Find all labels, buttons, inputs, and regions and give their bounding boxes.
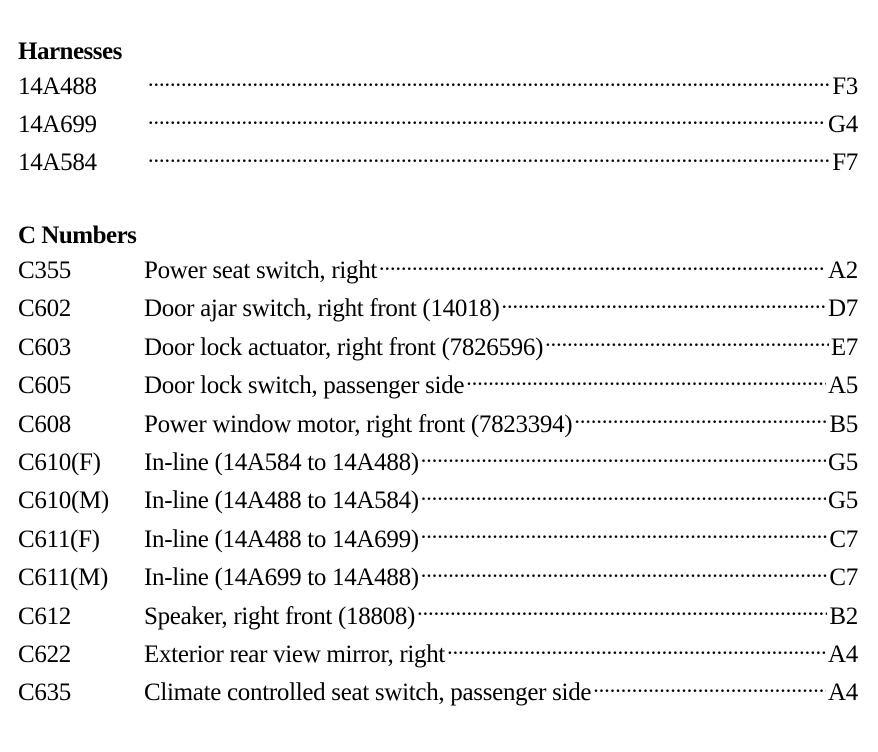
connector-code: C622	[18, 640, 71, 668]
grid-location: C7	[829, 564, 858, 592]
grid-location: A2	[828, 257, 858, 284]
connector-description: Power seat switch, right	[144, 257, 378, 284]
connector-description: In-line (14A584 to 14A488)	[144, 448, 419, 476]
dot-leader	[545, 330, 829, 355]
connector-code: C608	[18, 410, 71, 438]
connector-row	[18, 367, 858, 405]
grid-location: B5	[829, 410, 858, 438]
dot-leader	[593, 675, 826, 700]
connector-description: Door lock actuator, right front (7826596)	[144, 333, 544, 361]
harness-row	[18, 68, 858, 106]
connector-row	[18, 636, 858, 674]
connector-row	[18, 521, 858, 559]
connector-code: C611(F)	[18, 525, 100, 553]
connector-description: Door ajar switch, right front (14018)	[144, 295, 500, 323]
connector-code: C605	[18, 372, 71, 400]
connector-code: C635	[18, 679, 71, 707]
connector-row	[18, 290, 858, 328]
grid-location: G5	[828, 487, 858, 515]
dot-leader	[148, 145, 830, 170]
section-spacer	[18, 182, 858, 220]
harness-code: 14A488	[18, 73, 97, 100]
connector-description: Speaker, right front (18808)	[144, 602, 416, 630]
connector-row	[18, 406, 858, 444]
dot-leader	[148, 107, 826, 132]
dot-leader	[421, 445, 826, 470]
dot-leader	[148, 69, 830, 94]
connector-description: Door lock switch, passenger side	[144, 372, 465, 400]
connector-row	[18, 444, 858, 482]
connector-code: C611(M)	[18, 564, 109, 592]
dot-leader	[501, 291, 826, 316]
harnesses-heading: Harnesses	[18, 38, 122, 65]
dot-leader	[421, 560, 828, 585]
dot-leader	[574, 407, 827, 432]
connector-code: C602	[18, 295, 71, 323]
grid-location: B2	[829, 602, 858, 630]
connector-description: In-line (14A699 to 14A488)	[144, 564, 419, 592]
connector-description: Climate controlled seat switch, passenger side	[144, 679, 592, 707]
connector-code: C610(M)	[18, 487, 109, 515]
connector-description: In-line (14A488 to 14A584)	[144, 487, 419, 515]
grid-location: G4	[828, 111, 858, 138]
grid-location: F3	[832, 73, 858, 100]
dot-leader	[417, 599, 827, 624]
harness-row	[18, 106, 858, 144]
connector-row	[18, 482, 858, 520]
grid-location: A4	[828, 679, 858, 707]
dot-leader	[421, 483, 826, 508]
connector-code: C612	[18, 602, 71, 630]
grid-location: A5	[828, 372, 858, 400]
dot-leader	[379, 253, 826, 278]
harness-code: 14A699	[18, 111, 97, 138]
connector-row	[18, 674, 858, 712]
connector-code: C355	[18, 257, 71, 284]
dot-leader	[421, 522, 828, 547]
connector-index-page	[18, 36, 858, 713]
connector-row	[18, 252, 858, 290]
grid-location: D7	[828, 295, 858, 323]
c-numbers-list	[18, 252, 858, 713]
connector-row	[18, 329, 858, 367]
grid-location: C7	[829, 525, 858, 553]
connector-row	[18, 598, 858, 636]
grid-location: E7	[830, 333, 858, 361]
harness-list	[18, 68, 858, 182]
connector-code: C603	[18, 333, 71, 361]
dot-leader	[466, 368, 826, 393]
connector-description: Power window motor, right front (7823394)	[144, 410, 573, 438]
harness-row	[18, 144, 858, 182]
harness-code: 14A584	[18, 149, 97, 176]
grid-location: G5	[828, 448, 858, 476]
connector-row	[18, 559, 858, 597]
connector-code: C610(F)	[18, 448, 101, 476]
c-numbers-heading: C Numbers	[18, 222, 137, 249]
connector-description: In-line (14A488 to 14A699)	[144, 525, 419, 553]
connector-description: Exterior rear view mirror, right	[144, 640, 446, 668]
grid-location: A4	[828, 640, 858, 668]
dot-leader	[447, 637, 826, 662]
grid-location: F7	[832, 149, 858, 176]
